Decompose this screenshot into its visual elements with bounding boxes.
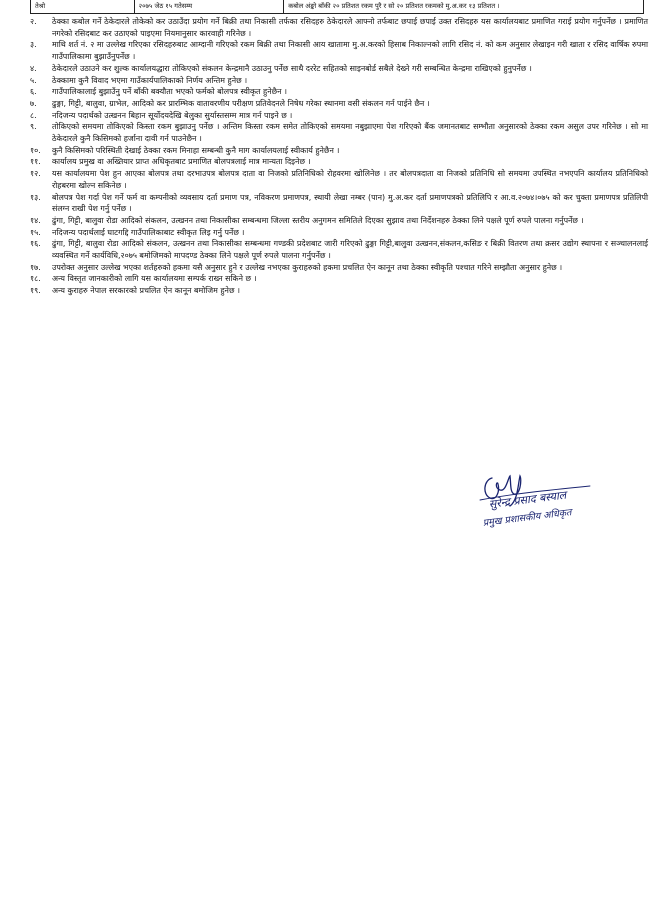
clause-5 bbox=[30, 75, 648, 87]
clause-number: १७. bbox=[30, 262, 41, 272]
installment-table-row bbox=[30, 0, 644, 14]
amount-cell: कबोल अंङ्को बाँकी २० प्रतिशत रकम पुरै र सो २० प्रतिशत रकमको मु.अ.कर १३ प्रतिशत । bbox=[288, 2, 500, 10]
clause-number: १४. bbox=[30, 215, 41, 225]
clause-text: उपरोक्त अनुसार उल्लेख भएका शर्तहरुको हकमा यसै अनुसार हुने र उल्लेख नभएका कुराहरुको हकमा प्रचलित ऐन कानून तथा ठेक्का स्वीकृति पश्चात गरिने सम्झौता अनुसार हुनेछ । bbox=[52, 262, 563, 272]
clause-number: १८. bbox=[30, 274, 41, 284]
clause-number: ३. bbox=[30, 40, 37, 50]
clause-text: यस कार्यालयमा पेश हुन आएका बोलपत्र तथा दरभाउपत्र बोलपत्र दाता वा निजको प्रतिनिधिको रोहवरमा खोलिनेछ । तर बोलपत्रदाता वा निजको प्रतिनिधि सो समयमा उपस्थित नभएपनि कार्यालय प्रतिनिधिको रोहबरमा खोल्न सकिनेछ । bbox=[52, 169, 648, 190]
deadline-cell: २०७५ जेठ १५ गतेसम्म bbox=[135, 0, 285, 13]
clause-6 bbox=[30, 86, 648, 98]
clause-number: २. bbox=[30, 17, 37, 26]
clause-number: १२. bbox=[30, 169, 41, 179]
clause-text: नदिजन्य पदार्थको उत्खनन बिहान सूर्योदयदेखि बेलुका सुर्यास्तसम्म मात्र गर्न पाइने छ । bbox=[52, 110, 293, 120]
clause-text: कार्यालय प्रमुख वा अख्तियार प्राप्त अधिकृतबाट प्रमाणित बोलपत्रलाई मात्र मान्यता दिइनेछ । bbox=[52, 157, 311, 167]
officer-title: प्रमुख प्रशासकीय अधिकृत bbox=[482, 507, 573, 529]
clause-15 bbox=[30, 227, 648, 239]
clause-text: कुनै किसिमको परिस्थिती देखाई ठेक्का रकम मिनाहा सम्बन्धी कुनै माग कार्यालयलाई स्वीकार्य हुनेछैन । bbox=[52, 145, 340, 155]
installment-cell: तेश्रो bbox=[31, 0, 135, 13]
clause-number: ९. bbox=[30, 122, 37, 132]
clause-text: तोकिएको समयमा तोकिएको किस्ता रकम बुझाउनु पर्नेछ । अन्तिम किस्ता रकम समेत तोकिएको समयमा नबुझाएमा पेश गरिएको बैंक जमानतबाट सम्भौता अनुसारको ठेक्का रकम असुल उपर गरिनेछ । सो मा ठेकेदारले कुनै किसिमको हर्जाना दावी गर्न पाउनेछैन । bbox=[52, 122, 648, 144]
clause-number: ८. bbox=[30, 110, 37, 120]
clause-4 bbox=[30, 63, 648, 75]
clause-2 bbox=[30, 16, 648, 39]
clause-text: बोलपत्र पेश गर्दा पेश गर्ने फर्म वा कम्पनीको व्यवसाय दर्ता प्रमाण पत्र, नविकरण प्रमाणपत्र, स्थायी लेखा नम्बर (पान) मु.अ.कर दर्ता प्रमाणपत्रको प्रतिलिपि र आ.व.२०७४।०७५ को कर चुक्ता प्रमाणपत्र प्रतिलिपी संलग्न राखी पेश गर्नु पर्नेछ । bbox=[52, 192, 648, 214]
clause-number: ११. bbox=[30, 157, 41, 167]
clause-3 bbox=[30, 39, 648, 62]
clause-8 bbox=[30, 110, 648, 122]
clause-text: अन्य कुराहरु नेपाल सरकारको प्रचलित ऐन कानून बमोजिम हुनेछ । bbox=[52, 286, 240, 296]
clause-19 bbox=[30, 285, 648, 297]
clause-text: ढुङ्गा, गिट्टी, बालुवा, ग्राभेल, आदिको कर प्रारम्भिक वातावरणीय परीक्षण प्रतिवेदनले निषेध गरेका स्थानमा वसी संकलन गर्न पाईने छैन । bbox=[52, 98, 430, 108]
clause-text: नदिजन्य पदार्थलाई घाटगद्दि गाउँपालिकाबाट स्वीकृत लिइ गर्नु पर्नेछ । bbox=[52, 227, 245, 237]
clause-10 bbox=[30, 145, 648, 157]
clause-text: अन्य विस्तृत जानकारीको लागि यस कार्यालयमा सम्पर्क राख्न सकिने छ । bbox=[52, 274, 257, 284]
clause-number: ५. bbox=[30, 75, 37, 85]
clause-text: ठेक्कामा कुनै विवाद भएमा गाउँकार्यपालिकाको निर्णय अन्तिम हुनेछ । bbox=[52, 75, 248, 85]
clause-number: ७. bbox=[30, 98, 37, 108]
clause-text: ठेक्का कबोल गर्ने ठेकेदारले तोकेको कर उठाउँदा प्रयोग गर्ने बिक्री तथा निकासी तर्फका रसिदहरु ठेकेदारले आफ्नो तर्फबाट छपाई छपाई उक्त रसिदहरु यस कार्यालयबाट प्रमाणित गराई प्रयोग गर्नुपर्नेछ । प्रमाणित नगरेको रसिदबाट कर उठाएको पाइएमा नियमानुसार कारवाही गरिनेछ । bbox=[52, 17, 648, 38]
clause-number: ४. bbox=[30, 63, 37, 73]
conditions-list bbox=[30, 16, 648, 297]
clause-text: गाउँपालिकालाई बुझाउँनु पर्ने बाँकी बक्यौता भएको फर्मको बोलपत्र स्वीकृत हुनेछैन । bbox=[52, 87, 287, 97]
clause-17 bbox=[30, 262, 648, 274]
clause-number: १३. bbox=[30, 192, 41, 202]
clause-text: ठेकेदारले उठाउने कर शुल्क कार्यालयद्धारा तोकिएको संकलन केन्द्रमानै उठाउनु पर्नेछ साथै दररेट सहितको साइनबोर्ड सबैले देख्ने गरी सम्बन्धित केन्द्रमा राखिएको हुनुपर्नेछ । bbox=[52, 63, 532, 73]
clause-text: ढुंगा, गिट्टी, बालुवा रोडा आदिको संकलन, उत्खनन तथा निकासीका सम्बन्धमा गण्डकी प्रदेशबाट जारी गरिएको ढुङ्गा गिट्टी,बालुवा उत्खनन,संकलन,कसिङ र बिक्री वितरण तथा क्रसर उद्योग स्थापना र सञ्चालनलाई व्यवस्थित गर्ने कार्यविधि,२०७५ बमोजिमको मापदण्ड ठेक्का लिने पक्षले पूर्ण रुपले पालना गर्नुपर्नेछ । bbox=[52, 239, 648, 261]
clause-text: माथि शर्त नं. २ मा उल्लेख गरिएका रसिदहरुबाट आम्दानी गरिएको रकम बिक्री तथा निकासी आय खातामा मु.अ.करको हिसाब निकाल्नको लागि रसिद नं. को कम अनुसार लेखाइन गरी खाता र रसिद वार्षिक रुपमा गाउँपालिकामा बुझाउँनुपर्नेछ । bbox=[52, 40, 648, 62]
clause-11 bbox=[30, 156, 648, 168]
clause-number: १९. bbox=[30, 286, 41, 296]
clause-number: ६. bbox=[30, 87, 37, 97]
clause-12 bbox=[30, 168, 648, 191]
clause-16 bbox=[30, 238, 648, 261]
clause-14 bbox=[30, 215, 648, 227]
clause-number: १५. bbox=[30, 227, 41, 237]
clause-7 bbox=[30, 98, 648, 110]
clause-number: १०. bbox=[30, 145, 41, 155]
clause-18 bbox=[30, 273, 648, 285]
officer-name: सुरेन्द्र प्रसाद बस्याल bbox=[488, 488, 567, 511]
clause-text: ढुंगा, गिट्टी, बालुवा रोडा आदिको संकलन, उत्खनन तथा निकासीका सम्बन्धमा जिल्ला स्तरीय अनुगमन समितिले दिएका सुझाव तथा निर्देशनहरु ठेक्का लिने पक्षले पूर्ण रुपले पालना गर्नुपर्नेछ । bbox=[52, 215, 584, 225]
officer-signature-block bbox=[470, 470, 620, 540]
clause-13 bbox=[30, 192, 648, 215]
clause-number: १६. bbox=[30, 239, 41, 249]
clause-9 bbox=[30, 121, 648, 144]
